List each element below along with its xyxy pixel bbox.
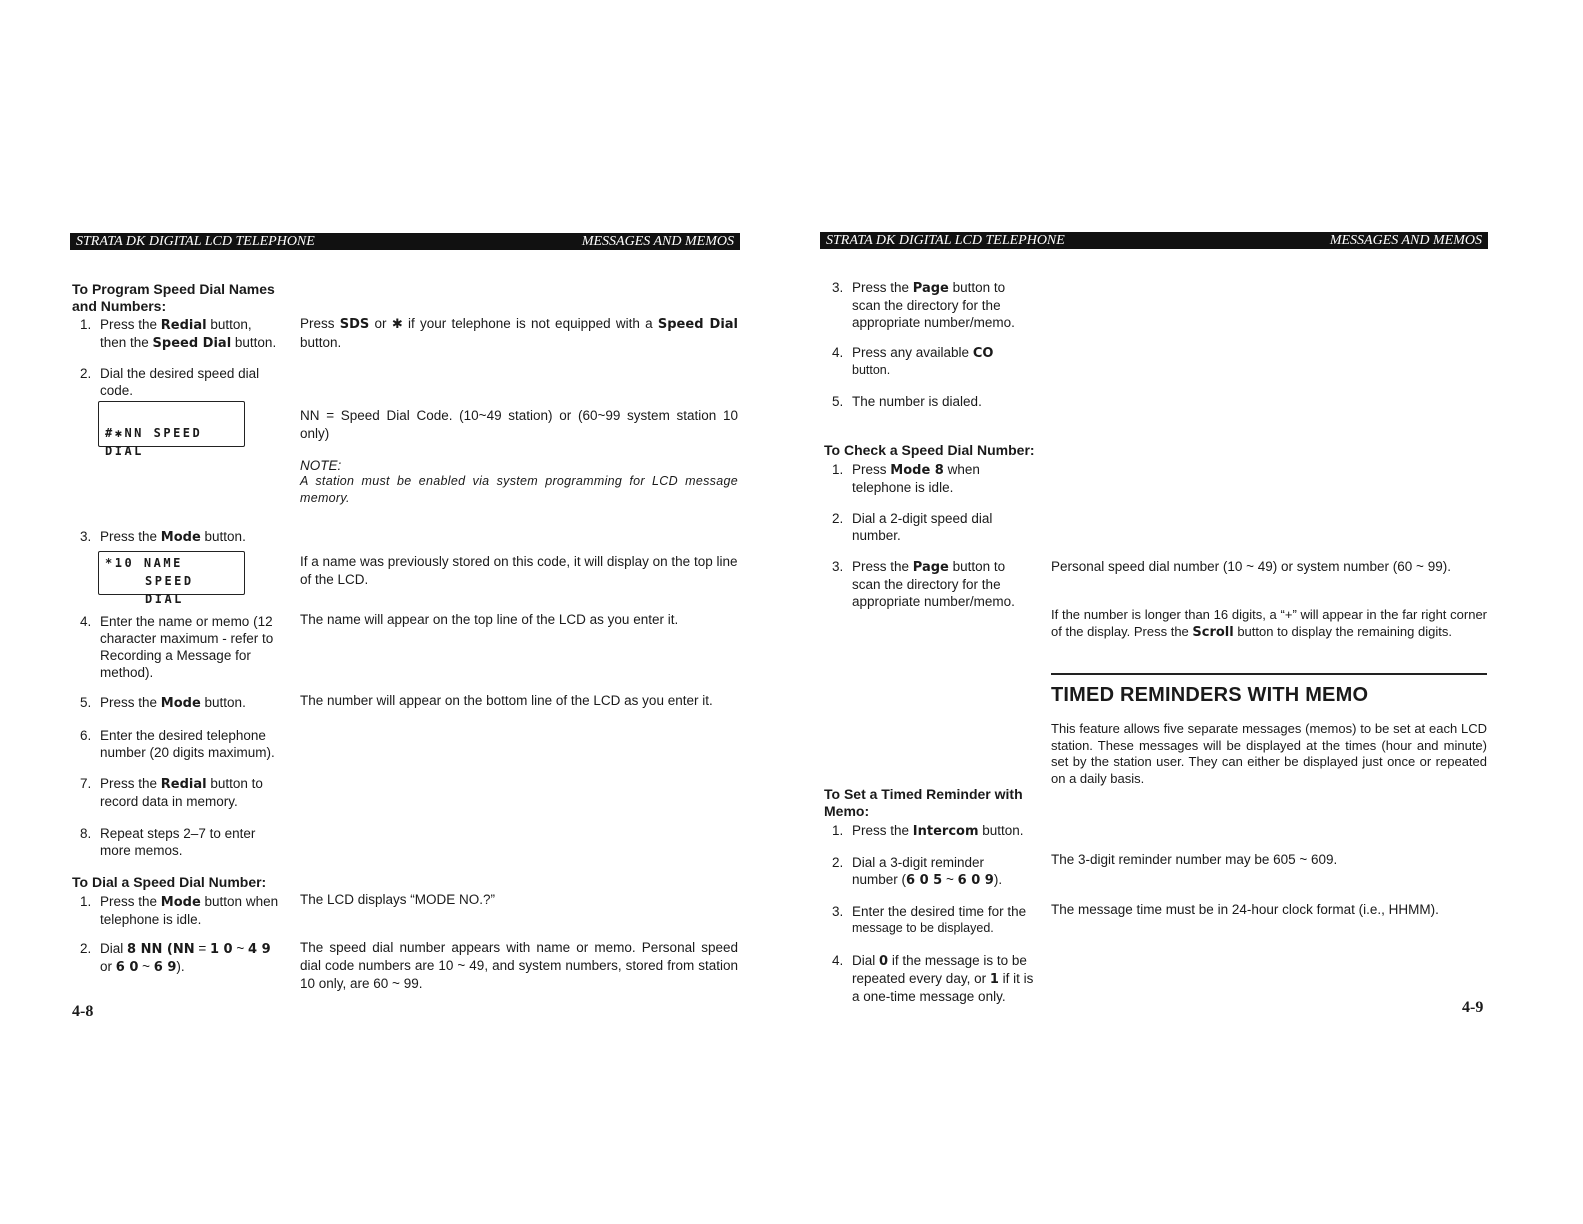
section-title-timed: To Set a Timed Reminder with Memo:	[824, 786, 1023, 819]
header-title: STRATA DK DIGITAL LCD TELEPHONE	[76, 234, 315, 249]
check-scroll-note: If the number is longer than 16 digits, a “+” will appear in the far right corner of the display. Press the Scroll button to display the remaining digits.	[1051, 607, 1487, 640]
dial-step-2: 2. Dial 8 NN (NN = 1 0 ~ 4 9 or 6 0 ~ 6 9).	[80, 941, 271, 975]
step-4-note: The name will appear on the top line of the LCD as you enter it.	[300, 612, 679, 627]
section-title-dial: To Dial a Speed Dial Number:	[72, 874, 267, 890]
step-2: 2. Dial the desired speed dial code.	[80, 366, 260, 398]
step-1-note: Press SDS or ✱ if your telephone is not equipped with a Speed Dial button.	[300, 316, 738, 350]
dial-step-1-note: The LCD displays “MODE NO.?”	[300, 892, 496, 907]
timed-step-2-note: The 3-digit reminder number may be 605 ~ 609.	[1051, 852, 1338, 867]
check-step-3: 3. Press the Page button to scan the directory for the appropriate number/memo.	[832, 559, 1015, 609]
header-title: STRATA DK DIGITAL LCD TELEPHONE	[826, 233, 1065, 248]
step-3-note: If a name was previously stored on this code, it will display on the top line of the LCD.	[300, 554, 738, 587]
step-5: 5. Press the Mode button.	[80, 695, 246, 711]
lcd-display-speed-dial: #✱NN SPEED DIAL	[98, 401, 245, 447]
step-5-note: The number will appear on the bottom line of the LCD as you enter it.	[300, 693, 713, 708]
step-8: 8. Repeat steps 2–7 to enter more memos.	[80, 826, 256, 858]
check-step-1: 1. Press Mode 8 when telephone is idle.	[832, 462, 980, 495]
timed-reminders-heading: TIMED REMINDERS WITH MEMO	[1051, 684, 1369, 706]
timed-step-3: 3. Enter the desired time for the message to be displayed.	[832, 904, 1027, 935]
step-4: 4. Enter the name or memo (12 character maximum - refer to Recording a Message for method).	[80, 614, 274, 680]
page-number-left: 4-8	[72, 1003, 94, 1020]
right-page-header	[820, 232, 1488, 249]
cont-step-4: 4. Press any available CO button.	[832, 345, 994, 377]
cont-step-5: 5. The number is dialed.	[832, 394, 982, 409]
section-title-check: To Check a Speed Dial Number:	[824, 442, 1035, 458]
step-1: 1. Press the Redial button, then the Speed Dial button.	[80, 317, 277, 351]
left-page-header	[70, 233, 740, 250]
check-step-2: 2. Dial a 2-digit speed dial number.	[832, 511, 993, 543]
dial-step-1: 1. Press the Mode button when telephone is idle.	[80, 894, 279, 927]
timed-step-1: 1. Press the Intercom button.	[832, 823, 1024, 839]
section-title-program: To Program Speed Dial Names and Numbers:	[72, 281, 275, 314]
header-section: MESSAGES AND MEMOS	[581, 234, 734, 249]
step-7: 7. Press the Redial button to record data in memory.	[80, 776, 263, 809]
step-3: 3. Press the Mode button.	[80, 529, 246, 545]
step-2-note: NN = Speed Dial Code. (10~49 station) or (60~99 system station 10 only)	[300, 408, 738, 441]
header-section: MESSAGES AND MEMOS	[1329, 233, 1482, 248]
timed-intro: This feature allows five separate messages (memos) to be set at each LCD station. These messages will be displayed at the times (hour and minute) set by the station user. They can either be displayed just once or repeated on a daily basis.	[1051, 721, 1487, 786]
check-step-3-note: Personal speed dial number (10 ~ 49) or system number (60 ~ 99).	[1051, 559, 1451, 574]
timed-step-3-note: The message time must be in 24-hour clock format (i.e., HHMM).	[1051, 902, 1439, 917]
lcd-display-name: *10 NAME SPEED DIAL	[98, 551, 245, 595]
timed-step-2: 2. Dial a 3-digit reminder number (6 0 5 ~ 6 0 9).	[832, 855, 1003, 888]
timed-step-4: 4. Dial 0 if the message is to be repeated every day, or 1 if it is a one-time message only.	[832, 953, 1034, 1004]
note-block: NOTE: A station must be enabled via system programming for LCD message memory.	[300, 458, 738, 505]
section-divider	[1051, 673, 1487, 675]
cont-step-3: 3. Press the Page button to scan the directory for the appropriate number/memo.	[832, 280, 1015, 330]
page-number-right: 4-9	[1462, 999, 1484, 1016]
dial-step-2-note: The speed dial number appears with name or memo. Personal speed dial code numbers are 10 ~ 49, and system numbers, stored from station 10 only, are 60 ~ 99.	[300, 940, 738, 991]
step-6: 6. Enter the desired telephone number (20 digits maximum).	[80, 728, 275, 760]
